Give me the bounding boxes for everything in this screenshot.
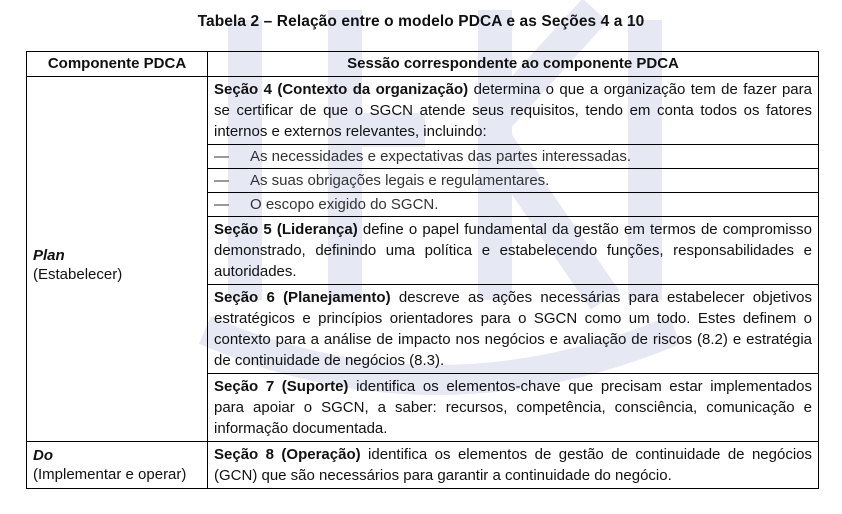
header-sessao: Sessão correspondente ao componente PDCA bbox=[208, 52, 819, 77]
bullet-text: As suas obrigações legais e regulamentares. bbox=[250, 172, 550, 189]
dash-marker: — bbox=[214, 148, 229, 165]
do-desc: (Implementar e operar) bbox=[33, 466, 187, 483]
table-header-row bbox=[27, 52, 819, 77]
plan-component-cell bbox=[27, 77, 208, 442]
table-row bbox=[27, 77, 819, 145]
section-5-heading: Seção 5 (Liderança) bbox=[214, 221, 358, 238]
table-row bbox=[27, 442, 819, 489]
section-7-text: identifica os elementos-chave que precisam estar implementados para apoiar o SGCN, a saber: recursos, competência, consciência, comunicação e informação documentada. bbox=[214, 378, 812, 437]
table-title: Tabela 2 – Relação entre o modelo PDCA e as Seções 4 a 10 bbox=[197, 13, 645, 30]
section-8-text: identifica os elementos de gestão de continuidade de negócios (GCN) que são necessários para garantir a continuidade do negócio. bbox=[214, 446, 813, 484]
bullet-row bbox=[208, 193, 819, 217]
section-5-text: define o papel fundamental da gestão em termos de compromisso demonstrado, definindo uma política e estabelecendo funções, responsabilidades e autoridades. bbox=[214, 221, 812, 280]
pdca-table bbox=[26, 51, 819, 489]
bullet-text: O escopo exigido do SGCN. bbox=[250, 196, 439, 213]
bullet-row bbox=[208, 145, 819, 169]
section-8-heading: Seção 8 (Operação) bbox=[214, 446, 361, 463]
bullet-text: As necessidades e expectativas das partes interessadas. bbox=[250, 148, 632, 165]
section-7-cell bbox=[208, 374, 819, 442]
section-6-cell bbox=[208, 285, 819, 374]
section-4-text: determina o que a organização tem de fazer para se certificar de que o SGCN atende seus requisitos, tendo em conta todos os fatores internos e externos relevantes, incluindo: bbox=[214, 81, 812, 140]
plan-desc: (Estabelecer) bbox=[33, 266, 123, 283]
plan-name: Plan bbox=[33, 247, 65, 264]
section-6-text: descreve as ações necessárias para estabelecer objetivos estratégicos e princípios orientadores para o SGCN como um todo. Estes definem o contexto para a análise de impacto nos negócios e avaliação de riscos (8.2) e estratégia de continuidade de negócios (8.3). bbox=[214, 289, 812, 369]
section-5-cell bbox=[208, 217, 819, 285]
header-componente: Componente PDCA bbox=[27, 52, 208, 77]
section-7-heading: Seção 7 (Suporte) bbox=[214, 378, 349, 395]
do-component-cell bbox=[27, 442, 208, 489]
section-6-heading: Seção 6 (Planejamento) bbox=[214, 289, 391, 306]
section-4-cell bbox=[208, 77, 819, 145]
section-4-heading: Seção 4 (Contexto da organização) bbox=[214, 81, 469, 98]
do-name: Do bbox=[33, 447, 53, 464]
section-8-cell bbox=[208, 442, 819, 489]
dash-marker: — bbox=[214, 196, 229, 213]
dash-marker: — bbox=[214, 172, 229, 189]
bullet-row bbox=[208, 169, 819, 193]
